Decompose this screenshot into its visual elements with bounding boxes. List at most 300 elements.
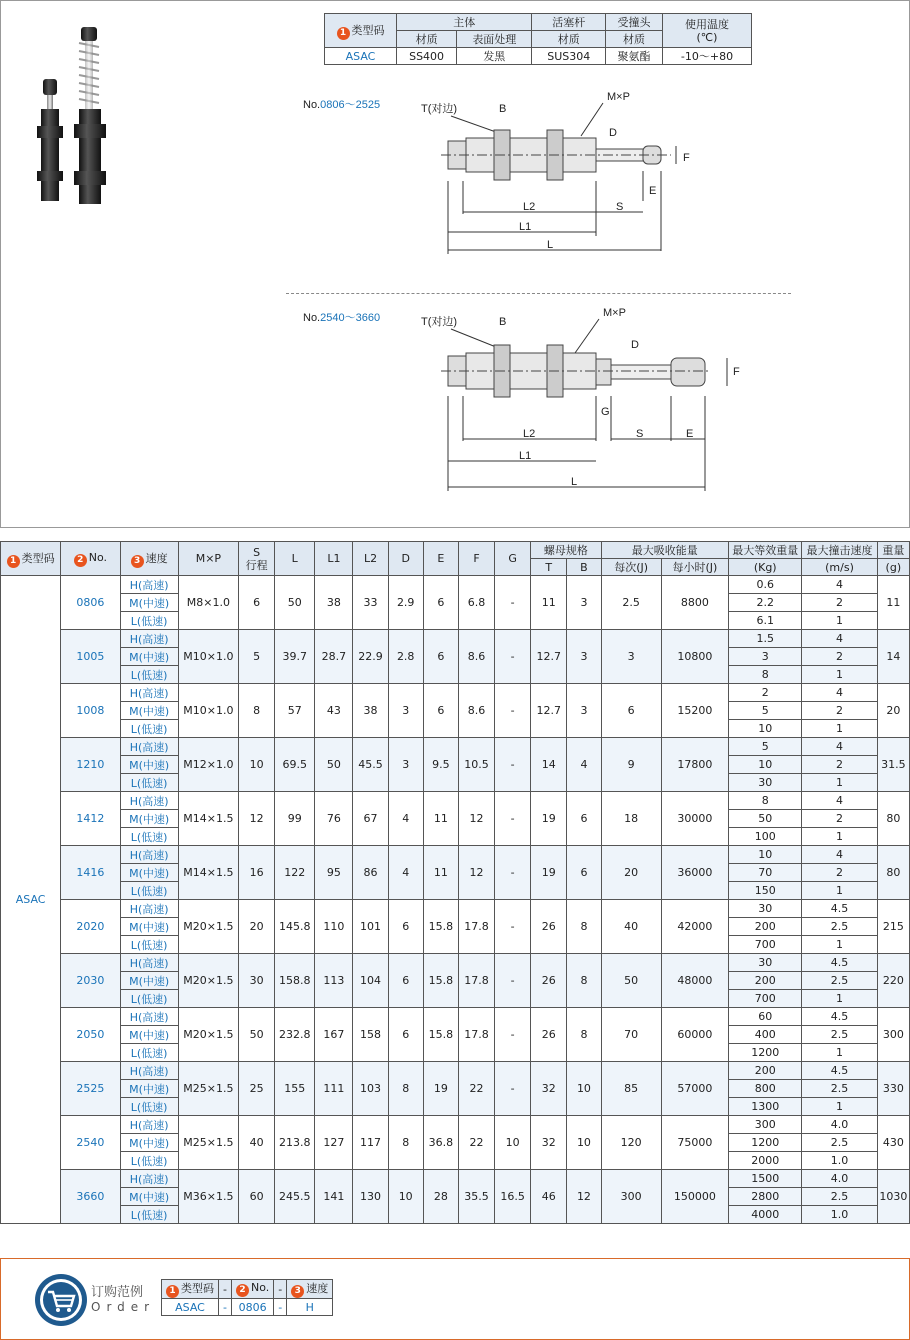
g-cell: - (495, 954, 531, 1008)
f-cell: 10.5 (458, 738, 494, 792)
t-cell: 19 (531, 846, 567, 900)
speed-label-cell: L(低速) (120, 774, 178, 792)
speed-label-cell: L(低速) (120, 1206, 178, 1224)
mass-cell: 1030 (877, 1170, 909, 1224)
b-cell: 8 (567, 954, 601, 1008)
mxp-cell: M20×1.5 (178, 954, 238, 1008)
table-row (1, 792, 910, 810)
mass-cell: 80 (877, 846, 909, 900)
mass-cell: 330 (877, 1062, 909, 1116)
max-speed-unit: (m/s) (802, 559, 877, 576)
l-cell: 122 (275, 846, 315, 900)
l1-cell: 111 (315, 1062, 353, 1116)
table-row (1, 1116, 910, 1134)
e-cell: 28 (423, 1170, 458, 1224)
t-cell: 26 (531, 954, 567, 1008)
equivalent-weight-cell: 8 (729, 666, 802, 684)
max-speed-cell: 4.5 (802, 1008, 877, 1026)
max-speed-cell: 2 (802, 648, 877, 666)
equivalent-weight-cell: 10 (729, 720, 802, 738)
energy-per-cycle-cell: 85 (601, 1062, 661, 1116)
svg-text:F: F (733, 366, 740, 378)
d-cell: 8 (388, 1116, 423, 1170)
t-cell: 26 (531, 900, 567, 954)
equivalent-weight-cell: 10 (729, 756, 802, 774)
svg-text:No.2540～3660: No.2540～3660 (303, 312, 381, 324)
mxp-cell: M25×1.5 (178, 1116, 238, 1170)
l2-cell: 33 (353, 576, 388, 630)
svg-text:E: E (686, 428, 694, 440)
per-cycle-col-header: 每次(J) (601, 559, 661, 576)
piston-material-subheader: 材质 (532, 31, 606, 48)
mxp-cell: M10×1.0 (178, 630, 238, 684)
mass-cell: 430 (877, 1116, 909, 1170)
g-cell: - (495, 1062, 531, 1116)
speed-label-cell: H(高速) (120, 684, 178, 702)
t-cell: 32 (531, 1062, 567, 1116)
speed-label-cell: H(高速) (120, 954, 178, 972)
energy-per-hour-cell: 8800 (661, 576, 728, 630)
equivalent-weight-cell: 60 (729, 1008, 802, 1026)
weight-eq-unit: (Kg) (729, 559, 802, 576)
model-no-cell: 2050 (61, 1008, 120, 1062)
max-speed-cell: 1 (802, 666, 877, 684)
table-row (1, 684, 910, 702)
equivalent-weight-cell: 10 (729, 846, 802, 864)
stroke-cell: 50 (239, 1008, 275, 1062)
equivalent-weight-cell: 1500 (729, 1170, 802, 1188)
l2-cell: 103 (353, 1062, 388, 1116)
equivalent-weight-cell: 800 (729, 1080, 802, 1098)
piston-header: 活塞杆 (532, 14, 606, 31)
energy-per-cycle-cell: 2.5 (601, 576, 661, 630)
stroke-cell: 12 (239, 792, 275, 846)
svg-text:B: B (499, 316, 507, 328)
svg-text:D: D (631, 339, 639, 351)
mass-col-header: 重量 (877, 542, 909, 559)
equivalent-weight-cell: 5 (729, 738, 802, 756)
l2-cell: 130 (353, 1170, 388, 1224)
speed-label-cell: L(低速) (120, 1152, 178, 1170)
t-cell: 26 (531, 1008, 567, 1062)
f-cell: 17.8 (458, 900, 494, 954)
e-cell: 15.8 (423, 900, 458, 954)
equivalent-weight-cell: 5 (729, 702, 802, 720)
specification-table (0, 541, 910, 1224)
body-material-cell: SS400 (397, 48, 457, 65)
table-row (1, 576, 910, 594)
e-cell: 15.8 (423, 954, 458, 1008)
speed-label-cell: H(高速) (120, 738, 178, 756)
table-row (1, 954, 910, 972)
energy-per-hour-cell: 17800 (661, 738, 728, 792)
max-speed-cell: 1 (802, 828, 877, 846)
speed-label-cell: H(高速) (120, 1008, 178, 1026)
energy-per-hour-cell: 75000 (661, 1116, 728, 1170)
t-cell: 12.7 (531, 684, 567, 738)
table-row (1, 1008, 910, 1026)
l2-cell: 158 (353, 1008, 388, 1062)
b-cell: 3 (567, 684, 601, 738)
max-speed-cell: 4 (802, 576, 877, 594)
energy-per-cycle-cell: 120 (601, 1116, 661, 1170)
f-col-header: F (458, 542, 494, 576)
spec-table-body (1, 576, 910, 1224)
stroke-cell: 10 (239, 738, 275, 792)
order-title-en: Order (91, 1300, 156, 1314)
g-cell: 16.5 (495, 1170, 531, 1224)
speed-label-cell: H(高速) (120, 576, 178, 594)
energy-per-cycle-cell: 18 (601, 792, 661, 846)
max-speed-cell: 4.0 (802, 1116, 877, 1134)
b-cell: 3 (567, 630, 601, 684)
dimension-drawing-small (291, 86, 731, 261)
speed-label-cell: L(低速) (120, 990, 178, 1008)
type-code-col-header: 1 类型码 (1, 542, 61, 576)
stroke-cell: 6 (239, 576, 275, 630)
svg-text:L2: L2 (523, 428, 536, 440)
f-cell: 17.8 (458, 1008, 494, 1062)
mxp-cell: M12×1.0 (178, 738, 238, 792)
stroke-cell: 30 (239, 954, 275, 1008)
model-no-cell: 2020 (61, 900, 120, 954)
f-cell: 6.8 (458, 576, 494, 630)
equivalent-weight-cell: 0.6 (729, 576, 802, 594)
max-speed-cell: 2 (802, 756, 877, 774)
e-cell: 9.5 (423, 738, 458, 792)
energy-per-hour-cell: 57000 (661, 1062, 728, 1116)
speed-label-cell: H(高速) (120, 1116, 178, 1134)
model-no-cell: 3660 (61, 1170, 120, 1224)
equivalent-weight-cell: 8 (729, 792, 802, 810)
t-cell: 19 (531, 792, 567, 846)
mxp-cell: M36×1.5 (178, 1170, 238, 1224)
equivalent-weight-cell: 1300 (729, 1098, 802, 1116)
max-speed-cell: 4.5 (802, 954, 877, 972)
max-speed-cell: 4.5 (802, 1062, 877, 1080)
max-speed-col-header: 最大撞击速度 (802, 542, 877, 559)
mxp-cell: M14×1.5 (178, 792, 238, 846)
equivalent-weight-cell: 200 (729, 918, 802, 936)
svg-text:M×P: M×P (607, 91, 630, 103)
l2-cell: 38 (353, 684, 388, 738)
l2-cell: 67 (353, 792, 388, 846)
cap-header: 受撞头 (606, 14, 663, 31)
equivalent-weight-cell: 200 (729, 972, 802, 990)
d-cell: 3 (388, 738, 423, 792)
equivalent-weight-cell: 700 (729, 990, 802, 1008)
equivalent-weight-cell: 400 (729, 1026, 802, 1044)
b-cell: 4 (567, 738, 601, 792)
mxp-cell: M8×1.0 (178, 576, 238, 630)
equivalent-weight-cell: 30 (729, 774, 802, 792)
max-speed-cell: 4.0 (802, 1170, 877, 1188)
svg-text:D: D (609, 127, 617, 139)
energy-per-hour-cell: 150000 (661, 1170, 728, 1224)
stroke-col-header: S 行程 (239, 542, 275, 576)
equivalent-weight-cell: 300 (729, 1116, 802, 1134)
t-col-header: T (531, 559, 567, 576)
l-cell: 50 (275, 576, 315, 630)
cap-cell: 聚氨酯 (606, 48, 663, 65)
mass-cell: 11 (877, 576, 909, 630)
speed-label-cell: M(中速) (120, 972, 178, 990)
t-cell: 11 (531, 576, 567, 630)
temp-header: 使用温度 (℃) (662, 14, 751, 48)
g-cell: - (495, 630, 531, 684)
surface-subheader: 表面处理 (457, 31, 532, 48)
speed-col-header: 3 速度 (120, 542, 178, 576)
svg-text:S: S (636, 428, 644, 440)
stroke-cell: 60 (239, 1170, 275, 1224)
table-row (1, 900, 910, 918)
svg-text:L2: L2 (523, 201, 536, 213)
svg-text:G: G (601, 406, 610, 418)
energy-per-hour-cell: 36000 (661, 846, 728, 900)
stroke-cell: 40 (239, 1116, 275, 1170)
table-row (1, 846, 910, 864)
stroke-cell: 8 (239, 684, 275, 738)
mass-cell: 20 (877, 684, 909, 738)
d-cell: 10 (388, 1170, 423, 1224)
speed-label-cell: M(中速) (120, 1134, 178, 1152)
order-type-value: ASAC (162, 1299, 219, 1316)
b-cell: 8 (567, 1008, 601, 1062)
product-overview-panel (0, 0, 910, 528)
speed-label-cell: M(中速) (120, 594, 178, 612)
d-cell: 6 (388, 900, 423, 954)
b-cell: 10 (567, 1062, 601, 1116)
b-cell: 3 (567, 576, 601, 630)
l-cell: 245.5 (275, 1170, 315, 1224)
d-cell: 4 (388, 792, 423, 846)
l1-cell: 38 (315, 576, 353, 630)
g-cell: - (495, 792, 531, 846)
speed-label-cell: M(中速) (120, 918, 178, 936)
d-cell: 2.9 (388, 576, 423, 630)
max-speed-cell: 1 (802, 1098, 877, 1116)
max-speed-cell: 2.5 (802, 1026, 877, 1044)
l1-col-header: L1 (315, 542, 353, 576)
order-type-header: 1 类型码 (162, 1280, 219, 1299)
l2-col-header: L2 (353, 542, 388, 576)
equivalent-weight-cell: 700 (729, 936, 802, 954)
speed-label-cell: H(高速) (120, 900, 178, 918)
equivalent-weight-cell: 1200 (729, 1044, 802, 1062)
energy-per-cycle-cell: 6 (601, 684, 661, 738)
e-cell: 11 (423, 846, 458, 900)
no-col-header: 2 No. (61, 542, 120, 576)
product-photo (21, 21, 131, 211)
model-no-cell: 1416 (61, 846, 120, 900)
svg-text:No.0806～2525: No.0806～2525 (303, 99, 381, 111)
d-cell: 8 (388, 1062, 423, 1116)
table-row (1, 630, 910, 648)
t-cell: 46 (531, 1170, 567, 1224)
speed-label-cell: M(中速) (120, 1026, 178, 1044)
l-cell: 232.8 (275, 1008, 315, 1062)
max-speed-cell: 2.5 (802, 972, 877, 990)
f-cell: 35.5 (458, 1170, 494, 1224)
order-code-table (161, 1279, 333, 1316)
equivalent-weight-cell: 2800 (729, 1188, 802, 1206)
b-cell: 10 (567, 1116, 601, 1170)
order-speed-header: 3 速度 (287, 1280, 333, 1299)
material-type-cell: ASAC (325, 48, 397, 65)
shopping-cart-icon (34, 1273, 88, 1327)
mass-unit: (g) (877, 559, 909, 576)
body-header: 主体 (397, 14, 532, 31)
table-row (1, 1170, 910, 1188)
mass-cell: 300 (877, 1008, 909, 1062)
body-material-subheader: 材质 (397, 31, 457, 48)
l-cell: 158.8 (275, 954, 315, 1008)
speed-label-cell: M(中速) (120, 864, 178, 882)
f-cell: 8.6 (458, 630, 494, 684)
speed-label-cell: H(高速) (120, 846, 178, 864)
e-cell: 6 (423, 630, 458, 684)
max-speed-cell: 2 (802, 864, 877, 882)
d-cell: 3 (388, 684, 423, 738)
max-speed-cell: 2.5 (802, 1080, 877, 1098)
equivalent-weight-cell: 100 (729, 828, 802, 846)
equivalent-weight-cell: 6.1 (729, 612, 802, 630)
order-speed-value: H (287, 1299, 333, 1316)
max-speed-cell: 4 (802, 738, 877, 756)
per-hour-col-header: 每小时(J) (661, 559, 728, 576)
max-speed-cell: 4 (802, 792, 877, 810)
order-no-header: 2 No. (231, 1280, 273, 1299)
l1-cell: 141 (315, 1170, 353, 1224)
speed-label-cell: M(中速) (120, 702, 178, 720)
e-cell: 11 (423, 792, 458, 846)
svg-text:E: E (649, 185, 657, 197)
l2-cell: 101 (353, 900, 388, 954)
model-no-cell: 2540 (61, 1116, 120, 1170)
mxp-col-header: M×P (178, 542, 238, 576)
svg-text:L: L (571, 476, 578, 488)
equivalent-weight-cell: 2000 (729, 1152, 802, 1170)
equivalent-weight-cell: 4000 (729, 1206, 802, 1224)
l1-cell: 28.7 (315, 630, 353, 684)
type-code-header: 1 类型码 (325, 14, 397, 48)
piston-cell: SUS304 (532, 48, 606, 65)
b-cell: 8 (567, 900, 601, 954)
equivalent-weight-cell: 1200 (729, 1134, 802, 1152)
svg-text:L1: L1 (519, 450, 532, 462)
e-cell: 19 (423, 1062, 458, 1116)
order-no-value: 0806 (231, 1299, 273, 1316)
max-speed-cell: 4.5 (802, 900, 877, 918)
speed-label-cell: L(低速) (120, 1098, 178, 1116)
energy-per-hour-cell: 10800 (661, 630, 728, 684)
stroke-cell: 20 (239, 900, 275, 954)
max-speed-cell: 2.5 (802, 1188, 877, 1206)
svg-text:F: F (683, 152, 690, 164)
l2-cell: 104 (353, 954, 388, 1008)
speed-label-cell: M(中速) (120, 1080, 178, 1098)
d-cell: 6 (388, 1008, 423, 1062)
dimension-drawing-large (291, 301, 761, 496)
speed-label-cell: L(低速) (120, 1044, 178, 1062)
max-speed-cell: 4 (802, 630, 877, 648)
max-speed-cell: 2 (802, 702, 877, 720)
equivalent-weight-cell: 30 (729, 900, 802, 918)
l-cell: 69.5 (275, 738, 315, 792)
speed-label-cell: L(低速) (120, 936, 178, 954)
model-no-cell: 1210 (61, 738, 120, 792)
l1-cell: 95 (315, 846, 353, 900)
equivalent-weight-cell: 2.2 (729, 594, 802, 612)
model-no-cell: 0806 (61, 576, 120, 630)
svg-text:M×P: M×P (603, 307, 626, 319)
energy-per-hour-cell: 60000 (661, 1008, 728, 1062)
max-speed-cell: 1.0 (802, 1206, 877, 1224)
e-cell: 6 (423, 576, 458, 630)
energy-per-cycle-cell: 40 (601, 900, 661, 954)
energy-per-hour-cell: 42000 (661, 900, 728, 954)
g-cell: - (495, 576, 531, 630)
l1-cell: 50 (315, 738, 353, 792)
speed-label-cell: M(中速) (120, 648, 178, 666)
model-no-cell: 1412 (61, 792, 120, 846)
l-col-header: L (275, 542, 315, 576)
svg-text:L1: L1 (519, 221, 532, 233)
max-speed-cell: 1 (802, 936, 877, 954)
max-speed-cell: 2.5 (802, 918, 877, 936)
energy-per-cycle-cell: 70 (601, 1008, 661, 1062)
weight-eq-col-header: 最大等效重量 (729, 542, 802, 559)
d-cell: 4 (388, 846, 423, 900)
e-cell: 15.8 (423, 1008, 458, 1062)
d-col-header: D (388, 542, 423, 576)
l-cell: 155 (275, 1062, 315, 1116)
g-cell: - (495, 900, 531, 954)
f-cell: 22 (458, 1062, 494, 1116)
energy-per-cycle-cell: 20 (601, 846, 661, 900)
material-table (324, 13, 752, 65)
g-cell: - (495, 846, 531, 900)
stroke-cell: 5 (239, 630, 275, 684)
svg-text:L: L (547, 239, 554, 251)
mxp-cell: M14×1.5 (178, 846, 238, 900)
energy-per-cycle-cell: 3 (601, 630, 661, 684)
g-cell: 10 (495, 1116, 531, 1170)
g-col-header: G (495, 542, 531, 576)
f-cell: 17.8 (458, 954, 494, 1008)
equivalent-weight-cell: 3 (729, 648, 802, 666)
max-speed-cell: 2 (802, 810, 877, 828)
mxp-cell: M25×1.5 (178, 1062, 238, 1116)
max-speed-cell: 4 (802, 846, 877, 864)
energy-per-cycle-cell: 50 (601, 954, 661, 1008)
mass-cell: 220 (877, 954, 909, 1008)
speed-label-cell: L(低速) (120, 666, 178, 684)
b-col-header: B (567, 559, 601, 576)
e-cell: 6 (423, 684, 458, 738)
max-speed-cell: 4 (802, 684, 877, 702)
f-cell: 22 (458, 1116, 494, 1170)
max-speed-cell: 1 (802, 990, 877, 1008)
order-dash: - (219, 1299, 232, 1316)
order-title-cn: 订购范例 (91, 1285, 144, 1300)
speed-label-cell: M(中速) (120, 810, 178, 828)
speed-label-cell: L(低速) (120, 720, 178, 738)
energy-per-cycle-cell: 9 (601, 738, 661, 792)
max-speed-cell: 1 (802, 612, 877, 630)
f-cell: 12 (458, 792, 494, 846)
l1-cell: 113 (315, 954, 353, 1008)
